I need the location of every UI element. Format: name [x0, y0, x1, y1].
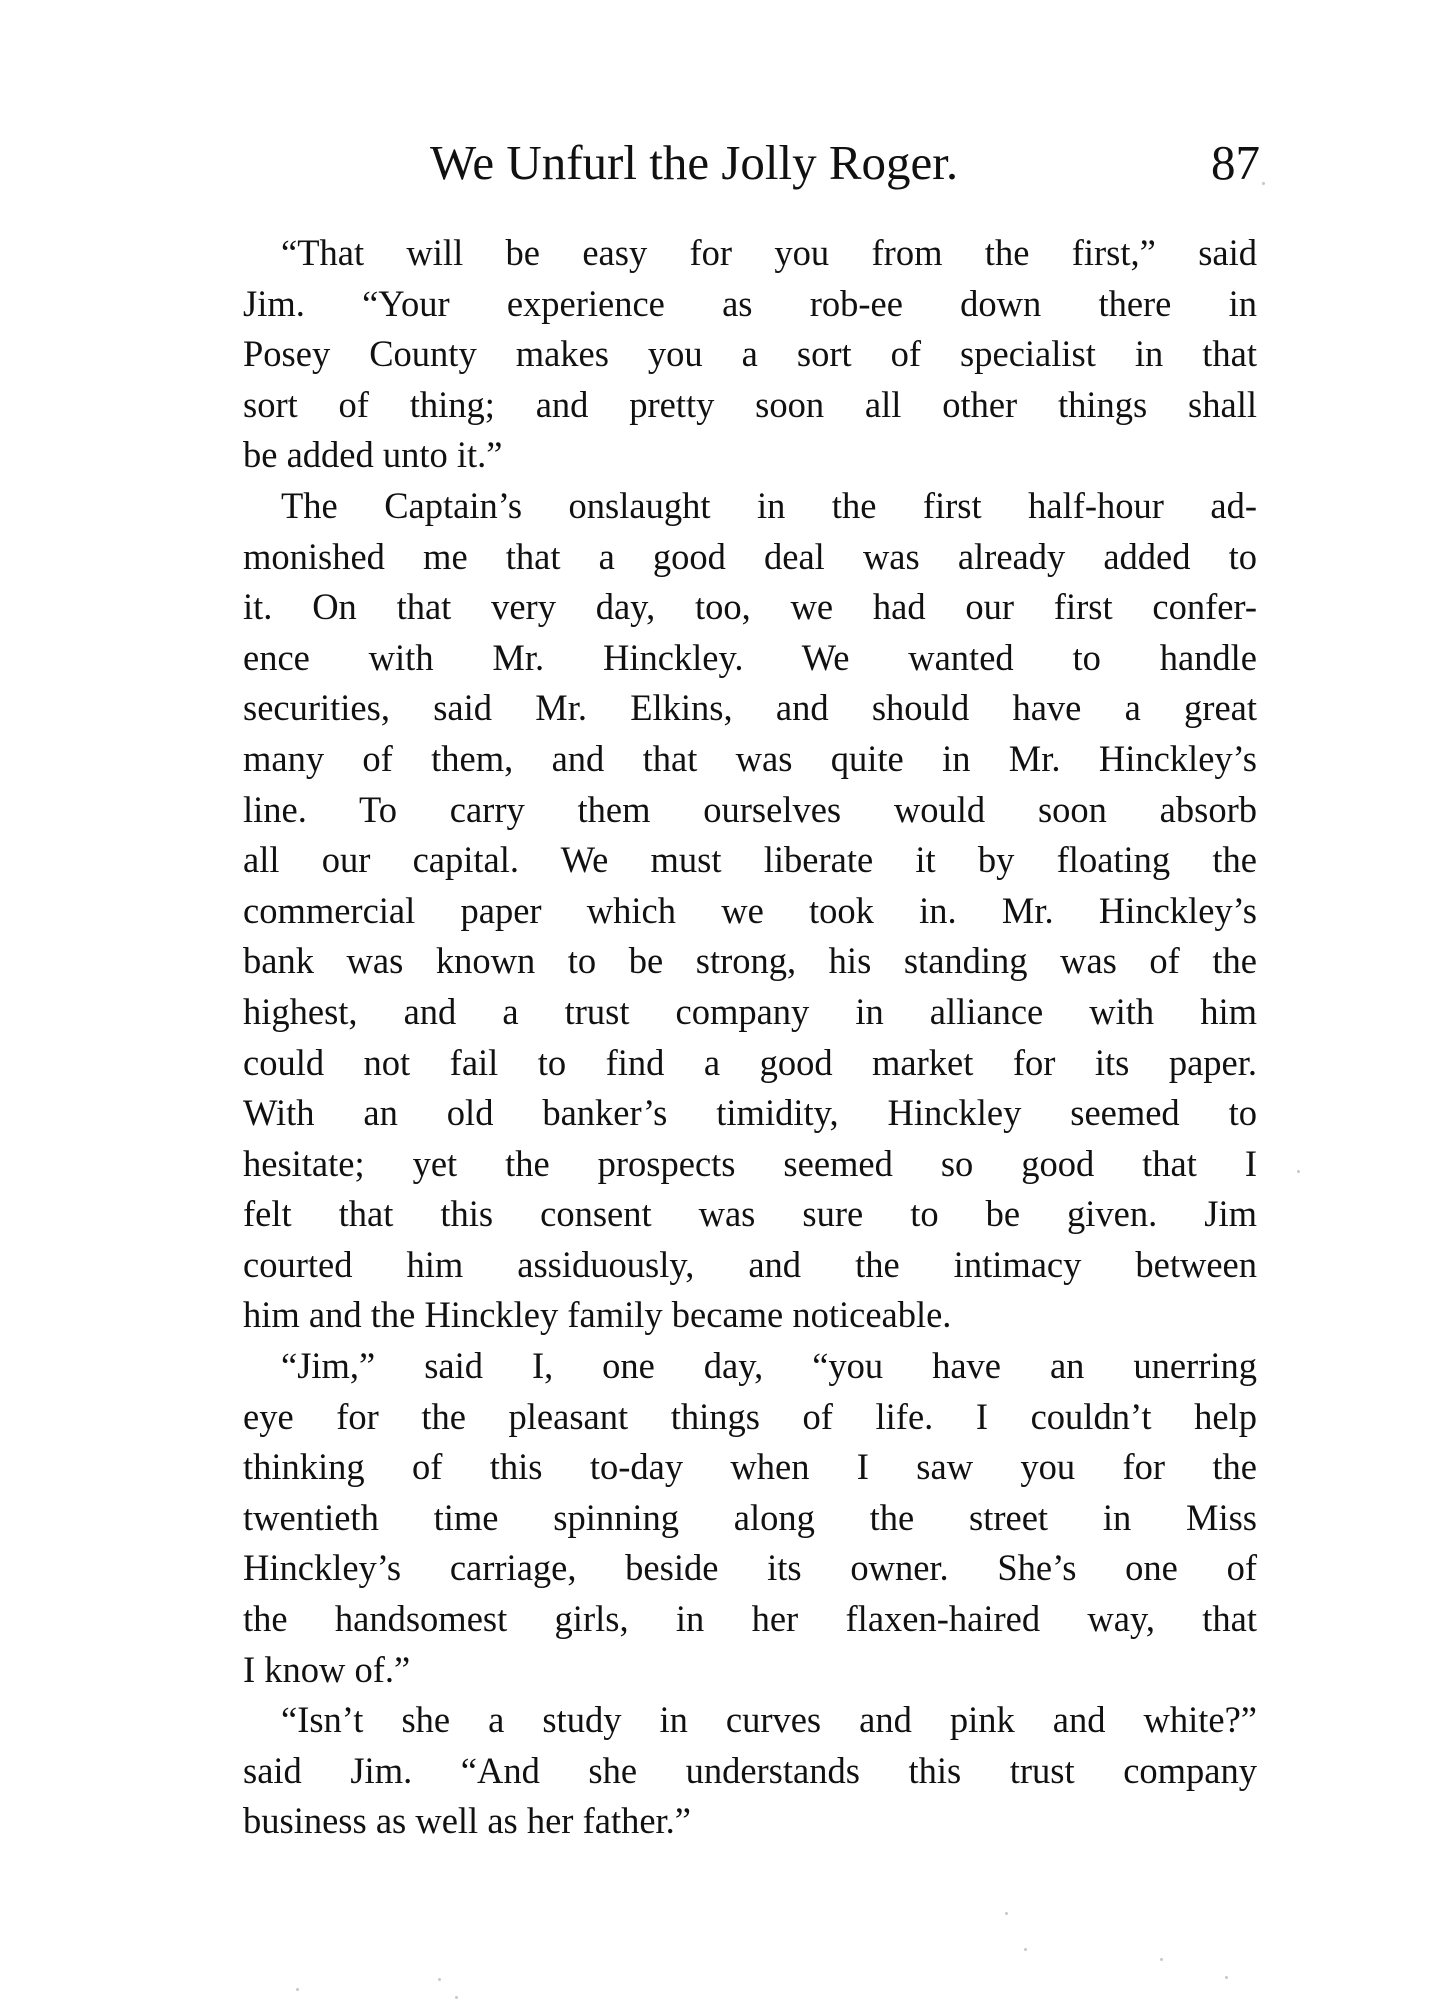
paragraph: [243, 1341, 1257, 1695]
body-text: [243, 228, 1257, 1847]
text-line: all our capital. We must liberate it by floating the: [243, 839, 1257, 881]
text-line: line. To carry them ourselves would soon absorb: [243, 788, 1257, 830]
text-line: bank was known to be strong, his standing was of the: [243, 940, 1257, 982]
chapter-title: We Unfurl the Jolly Roger.: [430, 135, 959, 190]
text-line: Jim. “Your experience as rob-ee down there in: [243, 282, 1257, 324]
page-number: 87: [1211, 135, 1260, 190]
text-line: courted him assiduously, and the intimacy between: [243, 1243, 1257, 1285]
text-line: The Captain’s onslaught in the first half-hour ad-: [281, 484, 1257, 526]
text-line: “Isn’t she a study in curves and pink and white?”: [281, 1699, 1257, 1741]
print-speck: [296, 1988, 299, 1991]
print-speck: [1005, 1912, 1008, 1915]
text-line: I know of.”: [243, 1648, 411, 1690]
print-speck: [1225, 1976, 1228, 1979]
print-speck: [1297, 1170, 1300, 1173]
text-line: “Jim,” said I, one day, “you have an unerring: [281, 1345, 1257, 1387]
text-line: the handsomest girls, in her flaxen-haired way, that: [243, 1598, 1257, 1640]
print-speck: [455, 1996, 458, 1999]
text-line: Posey County makes you a sort of specialist in that: [243, 333, 1257, 375]
text-line: thinking of this to-day when I saw you for the: [243, 1446, 1257, 1488]
print-speck: [1160, 1958, 1163, 1961]
text-line: be added unto it.”: [243, 434, 503, 476]
text-line: eye for the pleasant things of life. I couldn’t help: [243, 1395, 1257, 1437]
running-head: [430, 128, 1260, 198]
text-line: felt that this consent was sure to be given. Jim: [243, 1193, 1257, 1235]
text-line: business as well as her father.”: [243, 1800, 691, 1842]
print-speck: [438, 1978, 441, 1981]
text-line: twentieth time spinning along the street in Miss: [243, 1496, 1257, 1538]
text-line: hesitate; yet the prospects seemed so good that I: [243, 1142, 1257, 1184]
text-line: him and the Hinckley family became noticeable.: [243, 1294, 952, 1336]
print-speck: [1024, 1948, 1027, 1951]
text-line: highest, and a trust company in alliance with him: [243, 990, 1257, 1032]
text-line: securities, said Mr. Elkins, and should have a great: [243, 687, 1257, 729]
text-line: sort of thing; and pretty soon all other things shall: [243, 383, 1257, 425]
text-line: commercial paper which we took in. Mr. Hinckley’s: [243, 889, 1257, 931]
print-speck: [1262, 182, 1265, 185]
text-line: it. On that very day, too, we had our first confer-: [243, 586, 1257, 628]
paragraph: [243, 481, 1257, 1341]
text-line: said Jim. “And she understands this trust company: [243, 1749, 1257, 1791]
text-line: could not fail to find a good market for its paper.: [243, 1041, 1257, 1083]
text-line: With an old banker’s timidity, Hinckley seemed to: [243, 1092, 1257, 1134]
text-line: “That will be easy for you from the first,” said: [281, 232, 1257, 273]
text-line: many of them, and that was quite in Mr. Hinckley’s: [243, 737, 1257, 779]
text-line: monished me that a good deal was already added to: [243, 535, 1257, 577]
paragraph: [243, 1695, 1257, 1847]
text-line: Hinckley’s carriage, beside its owner. She’s one of: [243, 1547, 1257, 1589]
paragraph: [243, 228, 1257, 481]
text-line: ence with Mr. Hinckley. We wanted to handle: [243, 636, 1257, 678]
